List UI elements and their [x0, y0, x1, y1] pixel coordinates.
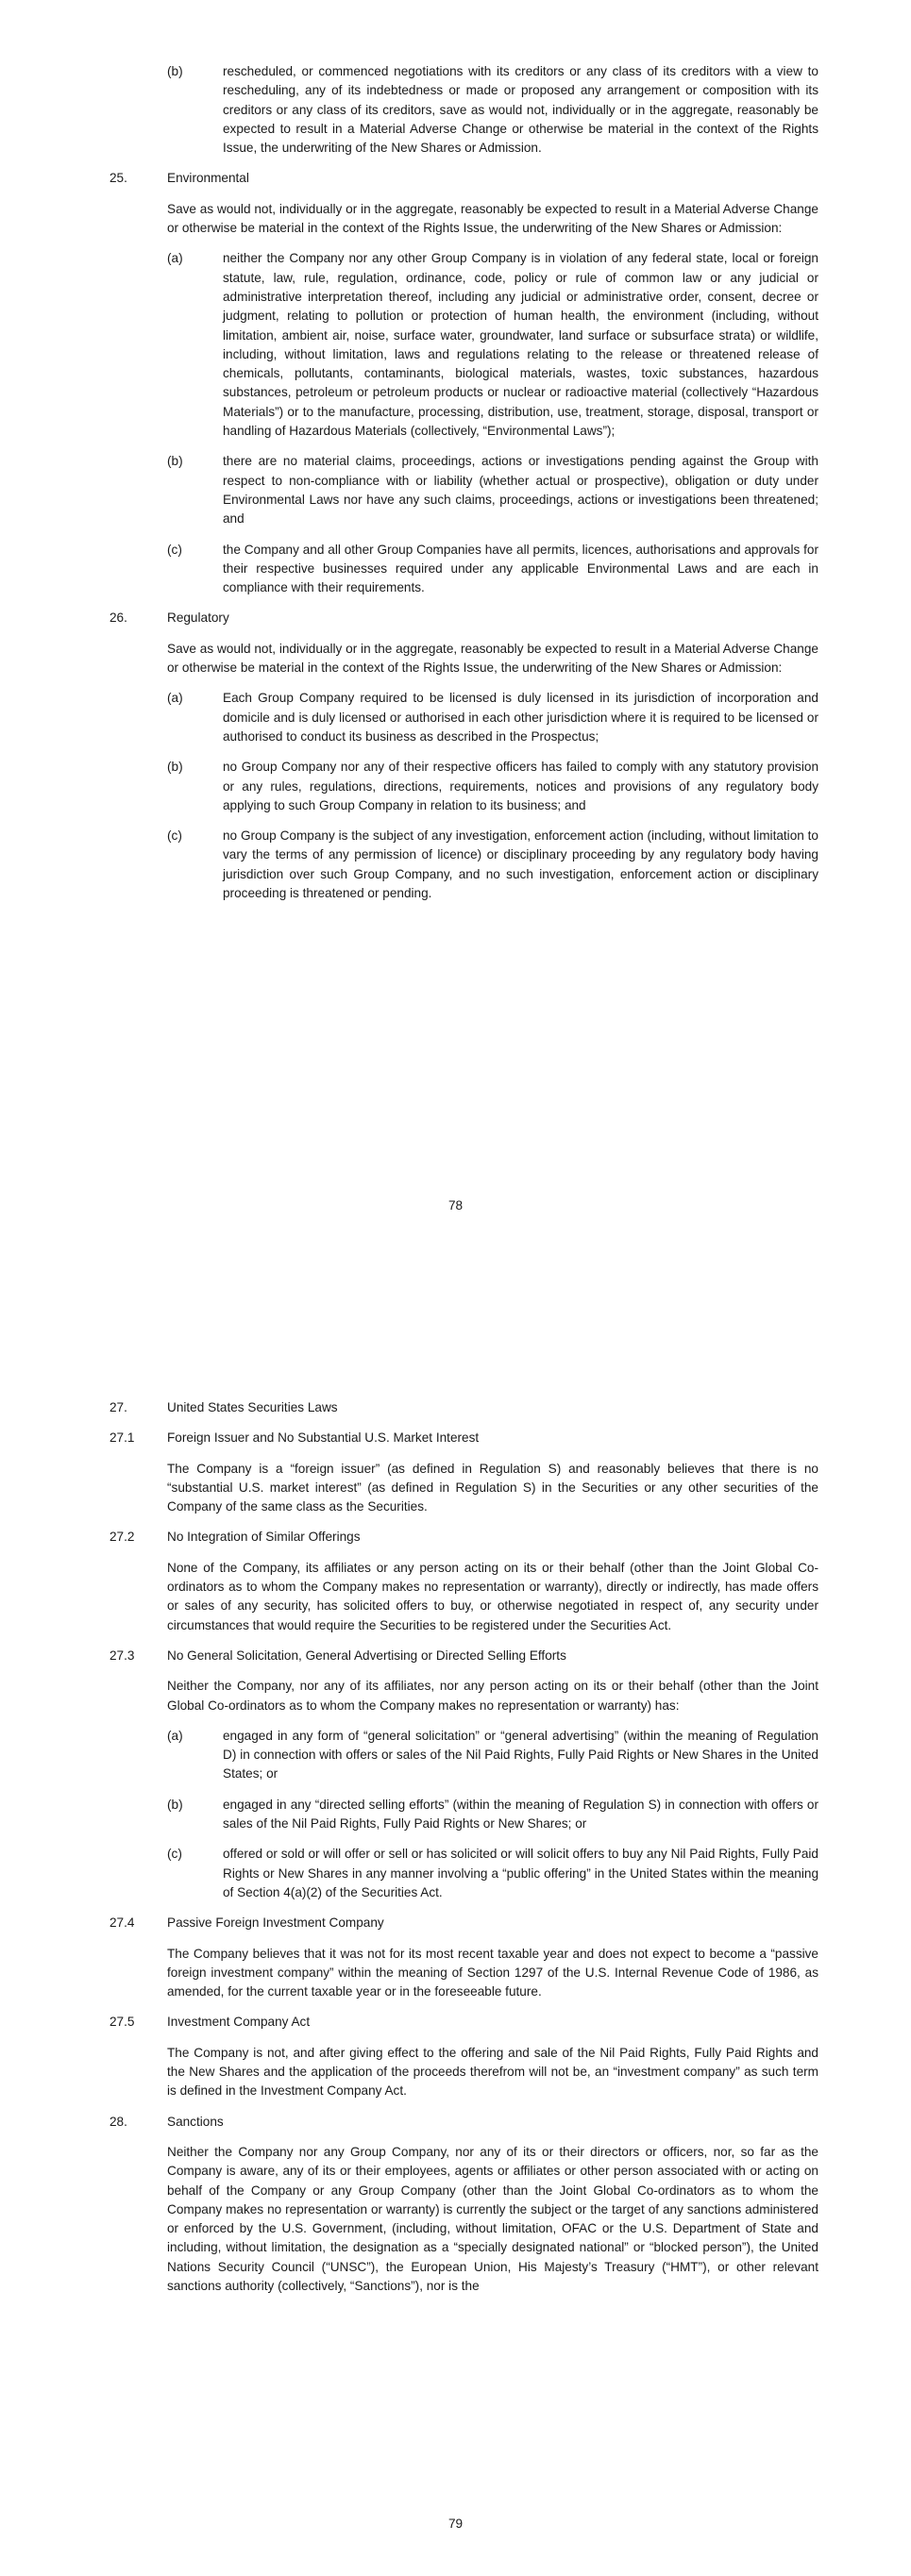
item-text: Each Group Company required to be licensed is duly licensed in its jurisdiction of incorporation and domicile and is duly licensed or authorised in each other jurisdiction where it is required to be licensed or authorised to conduct its business as described in the Prospectus; — [223, 691, 818, 744]
section-27-5 — [0, 2013, 911, 2100]
item-label: (a) — [167, 691, 183, 706]
list-item — [0, 1796, 911, 1834]
section-paragraph: Neither the Company nor any Group Company, nor any of its or their directors or officers, nor, so far as the Company is aware, any of its or their employees, agents or affiliates or other person associated with or acting on behalf of the Company or any Group Company (other than the Joint Global Co-ordinators as to whom the Company makes no representation or warranty) is currently the subject or the target of any sanctions administered or enforced by the U.S. Government, (including, without limitation, OFAC or the U.S. Department of State and including, without limitation, the designation as a “specially designated national” or “blocked person”), the United Nations Security Council (“UNSC”), the European Union, His Majesty’s Treasury (“HMT”), or other relevant sanctions authority (collectively, “Sanctions”), nor is the — [167, 2144, 818, 2293]
page-number: 78 — [447, 1198, 464, 1213]
item-label: (c) — [167, 542, 182, 557]
section-28-sanctions — [0, 2113, 911, 2297]
page-number: 79 — [447, 2517, 464, 2531]
list-item — [0, 249, 911, 441]
section-heading — [0, 169, 911, 188]
item-label: (c) — [167, 828, 182, 844]
section-27-2 — [0, 1528, 911, 1634]
section-paragraph: The Company believes that it was not for its most recent taxable year and does not expect to become a “passive foreign investment company” within the meaning of Section 1297 of the U.S. Internal Revenue Code of 1986, as amended, for the current taxable year or in the foreseeable future. — [167, 1946, 818, 1999]
section-title: Regulatory — [167, 611, 229, 626]
document-page-79 — [0, 1255, 911, 2576]
section-27-4 — [0, 1914, 911, 2001]
section-number: 27.1 — [110, 1430, 135, 1446]
section-27-3 — [0, 1647, 911, 1902]
list-item — [0, 827, 911, 903]
item-label: (b) — [167, 454, 183, 469]
section-title: No General Solicitation, General Advertising or Directed Selling Efforts — [167, 1648, 566, 1663]
list-item — [0, 758, 911, 815]
section-paragraph: The Company is not, and after giving effect to the offering and sale of the Nil Paid Rights, Fully Paid Rights and the New Shares and the application of the proceeds therefrom will not be, an “investment company” as such term is defined in the Investment Company Act. — [167, 2045, 818, 2099]
section-title: Investment Company Act — [167, 2015, 311, 2030]
section-title: Environmental — [167, 171, 249, 186]
item-text: there are no material claims, proceedings, actions or investigations pending against the Group with respect to non-compliance with or liability (whether actual or prospective), obligation or duty under Environmental Laws nor have any such claims, proceedings, actions or investigations been threatened; and — [223, 454, 818, 527]
section-25-environmental — [0, 169, 911, 597]
section-number: 27.4 — [110, 1915, 135, 1931]
item-text: neither the Company nor any other Group Company is in violation of any federal state, local or foreign statute, law, rule, regulation, ordinance, code, policy or rule of common law or any judicial or administrative interpretation thereof, including any judicial or administrative order, consent, decree or judgment, relating to pollution or protection of human health, the environment (including, without limitation, ambient air, noise, surface water, groundwater, land surface or subsurface strata) or wildlife, including, without limitation, laws and regulations relating to the release or threatened release of chemicals, pollutants, contaminants, biological materials, wastes, toxic substances, hazardous substances, petroleum or petroleum products or nuclear or radioactive material (collectively “Hazardous Materials”) or to the manufacture, processing, distribution, use, treatment, storage, disposal, transport or handling of Hazardous Materials (collectively, “Environmental Laws”); — [223, 251, 818, 439]
clause-24-item-b — [0, 62, 911, 158]
item-label: (b) — [167, 1797, 183, 1812]
list-item — [0, 541, 911, 598]
section-27-1 — [0, 1429, 911, 1516]
section-paragraph: Save as would not, individually or in the aggregate, reasonably be expected to result in a Material Adverse Change or otherwise be material in the context of the Rights Issue, the underwriting of the New Shares or Admission: — [167, 641, 818, 676]
list-item — [0, 452, 911, 528]
section-heading — [0, 1528, 911, 1547]
section-paragraph: None of the Company, its affiliates or any person acting on its or their behalf (other than the Joint Global Co-ordinators as to whom the Company makes no representation or warranty), directly or indirectly, has made offers or sales of any security, has solicited offers to buy, or otherwise negotiated in respect of, any security under circumstances that would require the Securities to be registered under the Securities Act. — [167, 1560, 818, 1632]
item-text: engaged in any form of “general solicitation” or “general advertising” (within the meaning of Regulation D) in connection with offers or sales of the Nil Paid Rights, Fully Paid Rights or New Shares in the United States; or — [223, 1728, 818, 1781]
item-text: engaged in any “directed selling efforts” (within the meaning of Regulation S) in connection with offers or sales of the Nil Paid Rights, Fully Paid Rights or New Shares; or — [223, 1797, 818, 1832]
section-number: 26. — [110, 611, 127, 626]
list-item — [0, 689, 911, 746]
item-label: (a) — [167, 251, 183, 266]
section-number: 25. — [110, 171, 127, 186]
item-text: no Group Company is the subject of any investigation, enforcement action (including, without limitation to vary the terms of any permission of licence) or disciplinary proceeding by any regulatory body having jurisdiction over such Group Company, and no such investigation, enforcement action or disciplinary proceeding is threatened or pending. — [223, 828, 818, 900]
item-text: the Company and all other Group Companies have all permits, licences, authorisations and approvals for their respective businesses required under any applicable Environmental Laws and are each in compliance with their requirements. — [223, 542, 818, 595]
section-title: No Integration of Similar Offerings — [167, 1530, 361, 1545]
item-label: (a) — [167, 1728, 183, 1743]
section-paragraph: Save as would not, individually or in the aggregate, reasonably be expected to result in a Material Adverse Change or otherwise be material in the context of the Rights Issue, the underwriting of the New Shares or Admission: — [167, 201, 818, 236]
item-label: (b) — [167, 760, 183, 775]
section-heading — [0, 609, 911, 627]
section-heading — [0, 2013, 911, 2032]
section-number: 27.2 — [110, 1530, 135, 1545]
section-heading — [0, 1647, 911, 1665]
item-text: no Group Company nor any of their respective officers has failed to comply with any statutory provision or any rules, regulations, directions, requirements, notices and provisions of any regulatory body applying to such Group Company in relation to its business; and — [223, 760, 818, 812]
list-item — [0, 1845, 911, 1902]
document-page-78 — [0, 0, 911, 1255]
section-number: 27.3 — [110, 1648, 135, 1663]
section-title: Foreign Issuer and No Substantial U.S. Market Interest — [167, 1430, 480, 1446]
section-heading — [0, 1429, 911, 1447]
section-heading — [0, 1914, 911, 1932]
section-title: United States Securities Laws — [167, 1400, 338, 1414]
section-number: 27.5 — [110, 2015, 135, 2030]
section-number: 28. — [110, 2114, 127, 2129]
list-item — [0, 1727, 911, 1784]
item-label: (c) — [167, 1847, 182, 1862]
section-title: Passive Foreign Investment Company — [167, 1915, 384, 1931]
item-text: rescheduled, or commenced negotiations with its creditors or any class of its creditors with a view to rescheduling, any of its indebtedness or made or proposed any arrangement or composition with its creditors or any class of its creditors, save as would not, individually or in the aggregate, reasonably be expected to result in a Material Adverse Change or otherwise be material in the context of the Rights Issue, the underwriting of the New Shares or Admission. — [223, 64, 818, 156]
section-paragraph: Neither the Company, nor any of its affiliates, nor any person acting on its or their behalf (other than the Joint Global Co-ordinators as to whom the Company makes no representation or warranty) has: — [167, 1679, 818, 1713]
item-text: offered or sold or will offer or sell or has solicited or will solicit offers to buy any Nil Paid Rights, Fully Paid Rights or New Shares in any manner involving a “public offering” in the United States within the meaning of Section 4(a)(2) of the Securities Act. — [223, 1847, 818, 1899]
section-paragraph: The Company is a “foreign issuer” (as defined in Regulation S) and reasonably believes that there is no “substantial U.S. market interest” (as defined in Regulation S) in the Securities or any other securities of the Company of the same class as the Securities. — [167, 1461, 818, 1514]
section-26-regulatory — [0, 609, 911, 903]
section-heading — [0, 2113, 911, 2132]
section-number: 27. — [110, 1400, 127, 1414]
section-title: Sanctions — [167, 2114, 224, 2129]
section-27-heading — [0, 1398, 911, 1417]
item-label: (b) — [167, 64, 183, 78]
